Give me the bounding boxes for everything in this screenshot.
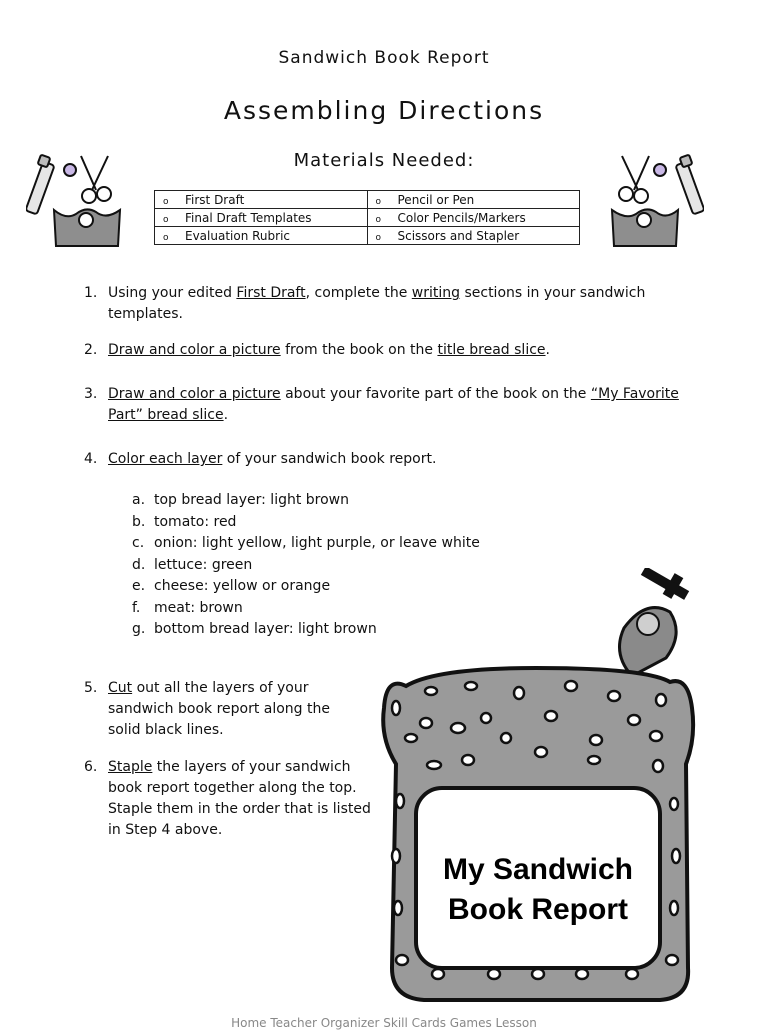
underlined-term: Cut [108,680,133,696]
step-6: 6. Staple the layers of your sandwich book report together along the top. Staple them in the order that is listed in Step 4 above. [84,759,371,838]
material-item: First Draft [185,192,245,207]
step-number: 5. [84,680,98,696]
list-letter: g. [132,621,146,637]
step-number: 6. [84,759,98,775]
materials-row [155,227,580,245]
school-supplies-right-icon [604,150,704,250]
material-item: Scissors and Stapler [397,228,520,243]
list-letter: a. [132,492,146,508]
materials-cell [155,227,368,245]
underlined-term: Draw and color a picture [108,386,281,402]
school-supplies-left-icon [26,150,126,250]
list-text: meat: brown [154,599,243,616]
list-letter: f. [132,599,141,616]
underlined-term: writing [411,285,461,301]
bread-slice-illustration [376,568,696,1008]
underlined-term: title bread slice [437,342,546,358]
list-letter: c. [132,535,145,551]
illustration-title: My Sandwich Book Report [442,853,634,926]
underlined-term: First Draft [236,285,306,301]
materials-cell [367,227,580,245]
underlined-term: Draw and color a picture [108,342,281,358]
bullet-icon: o [163,232,169,243]
underlined-term: Color each layer [108,451,223,467]
materials-cell [367,209,580,227]
step-number: 1. [84,285,98,301]
materials-cell [367,191,580,209]
list-text: lettuce: green [154,556,253,573]
footer-text: Home Teacher Organizer Skill Cards Games Lesson [231,1016,537,1030]
list-item [132,512,480,534]
bullet-icon: o [375,196,382,207]
step-number: 2. [84,342,98,358]
list-item [132,490,480,512]
list-text: top bread layer: light brown [154,492,350,508]
underlined-term: Staple [108,759,153,775]
list-text: cheese: yellow or orange [154,578,331,594]
list-letter: b. [132,513,146,530]
step-number: 3. [84,386,98,402]
materials-cell [155,191,368,209]
step-2: 2. Draw and color a picture from the book on the title bread slice. [84,340,704,361]
list-text: bottom bread layer: light brown [154,621,377,637]
step-5: 5. Cut out all the layers of your sandwich book report along the solid black lines. [84,680,330,738]
bullet-icon: o [375,232,382,243]
step-number: 4. [84,451,98,467]
list-text: onion: light yellow, light purple, or leave white [154,535,480,551]
materials-cell [155,209,368,227]
material-item: Pencil or Pen [397,192,475,207]
step-1: 1. Using your edited First Draft, complete the writing sections in your sandwich templates. [84,285,646,322]
section-title: Assembling Directions [223,96,545,125]
materials-row [155,191,580,209]
material-item: Color Pencils/Markers [397,210,526,225]
step-4: 4. Color each layer of your sandwich book report. [84,449,704,470]
document-title: Sandwich Book Report [278,48,490,68]
bullet-icon: o [163,196,169,207]
step-3: 3. Draw and color a picture about your favorite part of the book on the “My Favorite Part” bread slice. [84,386,679,423]
material-item: Final Draft Templates [185,210,312,225]
list-text: tomato: red [154,513,237,530]
material-item: Evaluation Rubric [185,228,291,243]
underlined-term: “My Favorite Part” bread slice [108,386,679,423]
materials-table [154,190,580,245]
list-item [132,533,480,555]
bullet-icon: o [375,214,382,225]
list-letter: e. [132,578,146,594]
materials-row [155,209,580,227]
materials-heading: Materials Needed: [293,150,475,171]
bullet-icon: o [163,214,169,225]
list-letter: d. [132,556,146,573]
